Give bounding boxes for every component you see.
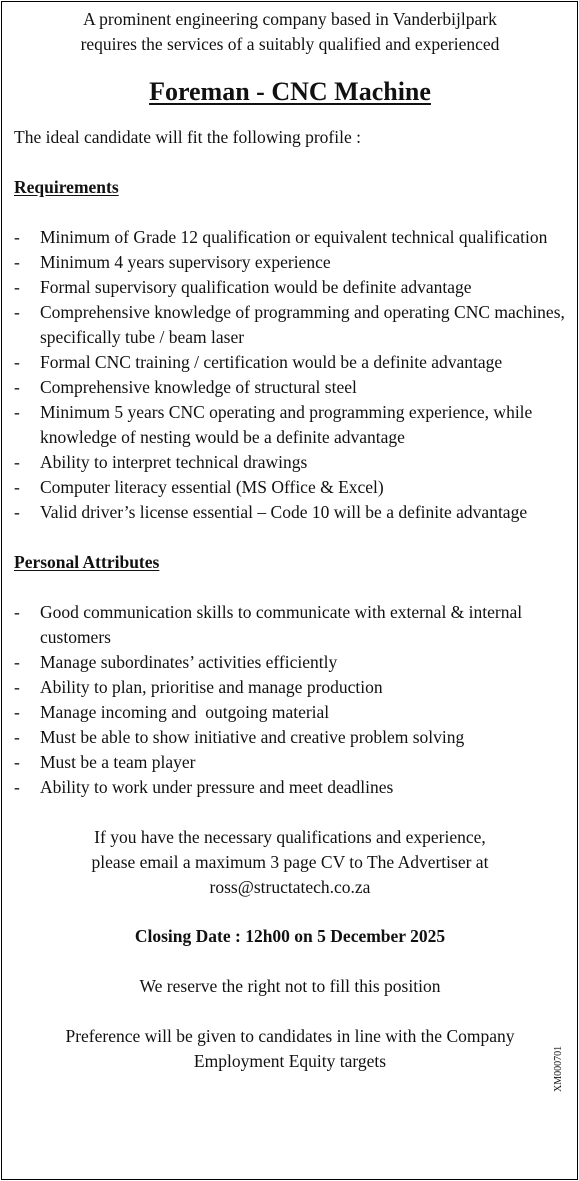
intro [14, 7, 566, 57]
attributes-list [14, 600, 566, 800]
intro-line-1: A prominent engineering company based in Vanderbijlpark [83, 9, 497, 29]
attributes-heading: Personal Attributes [14, 552, 160, 572]
closing-date: Closing Date : 12h00 on 5 December 2025 [134, 926, 446, 946]
requirement-item: - Minimum of Grade 12 qualification or equivalent technical qualification [14, 225, 566, 250]
equity-preference [14, 1024, 566, 1074]
profile-text: The ideal candidate will fit the following profile : [14, 127, 361, 147]
attribute-item: - Manage subordinates’ activities efficiently [14, 650, 566, 675]
requirements-list [14, 225, 566, 525]
requirements-heading: Requirements [14, 177, 119, 197]
job-title: Foreman - CNC Machine [149, 77, 431, 106]
apply-line-1: If you have the necessary qualifications and experience, [94, 827, 486, 847]
application-instructions [14, 825, 566, 900]
advert-content [14, 7, 566, 1074]
apply-line-2: please email a maximum 3 page CV to The Advertiser at [91, 852, 489, 872]
attribute-item: - Manage incoming and outgoing material [14, 700, 566, 725]
requirement-item: - Comprehensive knowledge of structural steel [14, 375, 566, 400]
requirement-item: - Computer literacy essential (MS Office & Excel) [14, 475, 566, 500]
requirement-item: - Minimum 5 years CNC operating and programming experience, while knowledge of nesting would be a definite advantage [14, 400, 566, 450]
intro-line-2: requires the services of a suitably qualified and experienced [80, 34, 500, 54]
requirement-item: - Formal CNC training / certification would be a definite advantage [14, 350, 566, 375]
attribute-item: - Ability to work under pressure and meet deadlines [14, 775, 566, 800]
attribute-item: - Must be able to show initiative and creative problem solving [14, 725, 566, 750]
requirement-item: - Comprehensive knowledge of programming and operating CNC machines, specifically tube / beam laser [14, 300, 566, 350]
preference-line-2: Employment Equity targets [193, 1051, 387, 1071]
requirement-item: - Valid driver’s license essential – Code 10 will be a definite advantage [14, 500, 566, 525]
contact-email[interactable]: ross@structatech.co.za [209, 877, 371, 897]
attribute-item: - Good communication skills to communicate with external & internal customers [14, 600, 566, 650]
attribute-item: - Ability to plan, prioritise and manage production [14, 675, 566, 700]
attribute-item: - Must be a team player [14, 750, 566, 775]
reference-code: XM000701 [553, 1045, 564, 1092]
requirement-item: - Minimum 4 years supervisory experience [14, 250, 566, 275]
reserve-notice: We reserve the right not to fill this position [139, 976, 441, 996]
requirement-item: - Formal supervisory qualification would be definite advantage [14, 275, 566, 300]
requirement-item: - Ability to interpret technical drawings [14, 450, 566, 475]
preference-line-1: Preference will be given to candidates in line with the Company [65, 1026, 515, 1046]
